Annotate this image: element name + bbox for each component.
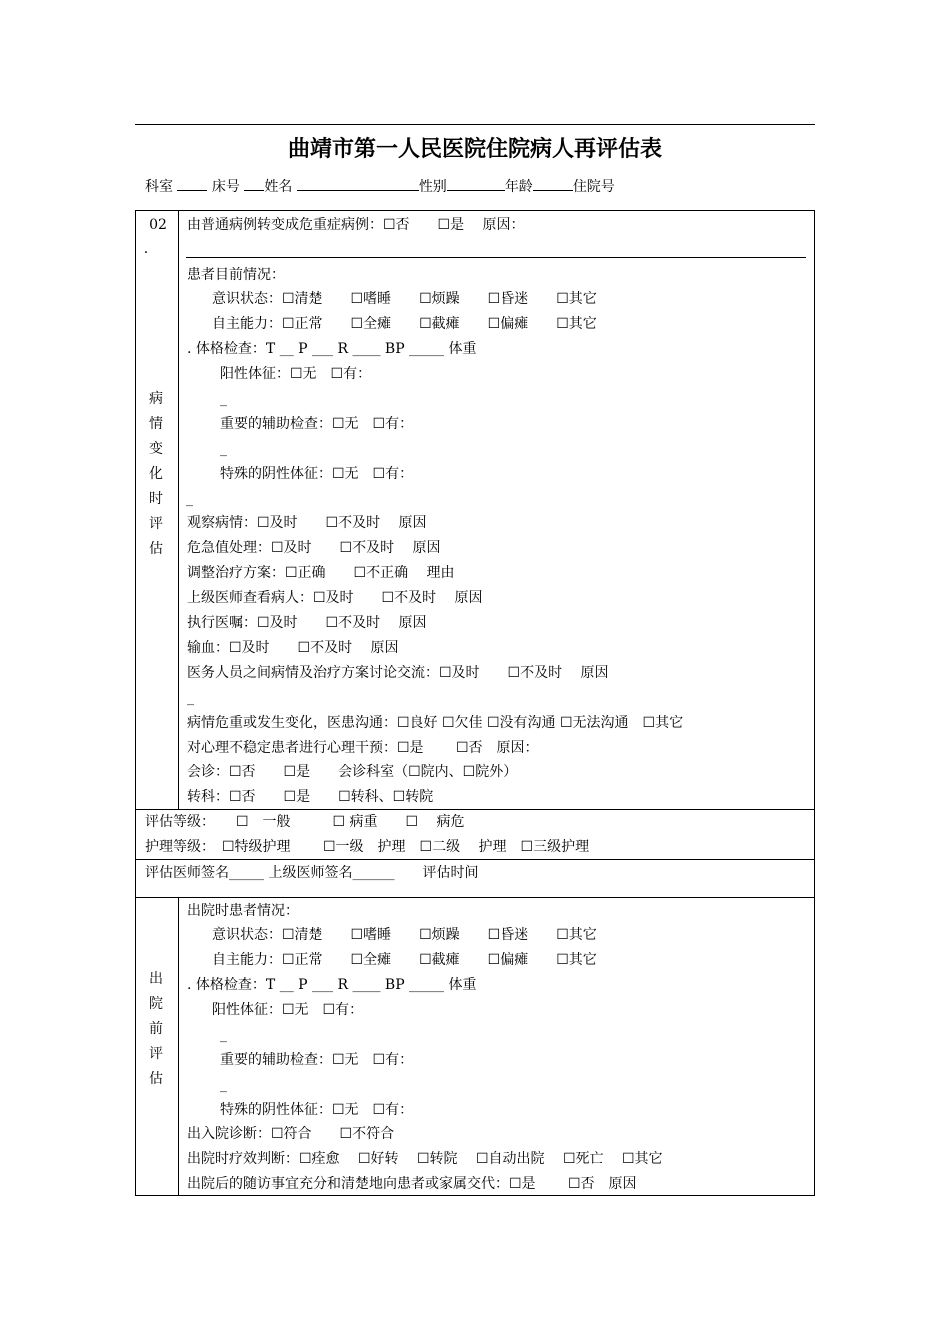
section1-line[interactable]: 观察病情：☐及时 ☐不及时 原因: [187, 515, 427, 531]
section1-side-char: 情: [149, 416, 163, 432]
header-fields: [145, 176, 615, 198]
section1-line[interactable]: 上级医师查看病人：☐及时 ☐不及时 原因: [187, 590, 483, 606]
section1-line[interactable]: 会诊：☐否 ☐是 会诊科室（☐院内、☐院外）: [187, 764, 518, 780]
section2-line[interactable]: _: [220, 1027, 227, 1043]
section1-line[interactable]: 医务人员之间病情及治疗方案讨论交流：☐及时 ☐不及时 原因: [187, 665, 609, 681]
bed-field[interactable]: [244, 176, 264, 191]
name-label: 姓名: [264, 179, 293, 195]
section2-line[interactable]: 出入院诊断：☐符合 ☐不符合: [187, 1126, 395, 1142]
section1-line[interactable]: 自主能力：☐正常 ☐全瘫 ☐截瘫 ☐偏瘫 ☐其它: [212, 316, 597, 332]
section1-line[interactable]: 对心理不稳定患者进行心理干预：☐是 ☐否 原因：: [187, 740, 539, 756]
sex-field[interactable]: [447, 176, 505, 191]
top-rule: [135, 124, 815, 125]
rule-signature-top: [136, 859, 814, 860]
section1-side-char: 时: [149, 491, 163, 507]
section1-line[interactable]: 转科：☐否 ☐是 ☐转科、☐转院: [187, 789, 434, 805]
section1-side-char: 评: [149, 516, 163, 532]
dept-label: 科室: [145, 179, 173, 195]
name-field[interactable]: [297, 176, 419, 191]
section2-line[interactable]: 重要的辅助检查：☐无 ☐有：: [220, 1052, 414, 1068]
nursing-grade-row[interactable]: 护理等级： ☐特级护理 ☐一级 护理 ☐二级 护理 ☐三级护理: [145, 839, 590, 855]
rule-grade-top: [136, 809, 814, 810]
rule-section2-top: [136, 897, 814, 898]
section1-line[interactable]: 由普通病例转变成危重症病例：☐否 ☐是 原因：: [187, 217, 525, 233]
section1-divider: [178, 211, 179, 809]
section2-line[interactable]: 出院时疗效判断：☐痊愈 ☐好转 ☐转院 ☐自动出院 ☐死亡 ☐其它: [187, 1151, 663, 1167]
section2-side-char: 院: [149, 996, 163, 1012]
assessment-form: [135, 210, 815, 1196]
section1-line[interactable]: . 体格检查：T __ P ___ R ____ BP _____ 体重: [187, 341, 477, 357]
dept-field[interactable]: [177, 176, 207, 191]
section1-line[interactable]: _: [220, 441, 227, 457]
section1-line[interactable]: 患者目前情况：: [187, 267, 285, 283]
admission-label: 住院号: [572, 179, 615, 195]
section-number: 02: [149, 217, 167, 233]
section1-side-char: 病: [149, 391, 163, 407]
section1-side-char: 变: [149, 441, 163, 457]
section2-side-char: 评: [149, 1046, 163, 1062]
section2-line[interactable]: 出院后的随访事宜充分和清楚地向患者或家属交代：☐是 ☐否 原因: [187, 1176, 637, 1192]
page-title: 曲靖市第一人民医院住院病人再评估表: [287, 137, 662, 162]
assess-grade-row[interactable]: 评估等级： ☐ 一般 ☐ 病重 ☐ 病危: [145, 814, 465, 830]
section1-line[interactable]: 输血：☐及时 ☐不及时 原因: [187, 640, 399, 656]
section2-line[interactable]: 阳性体征：☐无 ☐有：: [212, 1002, 364, 1018]
section2-divider: [178, 897, 179, 1195]
reason-blank-line[interactable]: [186, 257, 806, 258]
section2-line[interactable]: 自主能力：☐正常 ☐全瘫 ☐截瘫 ☐偏瘫 ☐其它: [212, 952, 597, 968]
section1-line[interactable]: 危急值处理：☐及时 ☐不及时 原因: [187, 540, 441, 556]
section2-side-char: 前: [149, 1021, 163, 1037]
section1-line[interactable]: 特殊的阴性体征：☐无 ☐有：: [220, 466, 414, 482]
section1-line[interactable]: 调整治疗方案：☐正确 ☐不正确 理由: [187, 565, 455, 581]
section-number-dot: .: [143, 241, 149, 257]
section2-side-char: 出: [149, 971, 163, 987]
section1-line[interactable]: 执行医嘱：☐及时 ☐不及时 原因: [187, 615, 427, 631]
age-field[interactable]: [533, 176, 573, 191]
section1-side-char: 估: [149, 541, 163, 557]
section2-side-char: 估: [149, 1071, 163, 1087]
section1-line[interactable]: 病情危重或发生变化，医患沟通：☐良好 ☐欠佳 ☐没有沟通 ☐无法沟通 ☐其它: [187, 715, 684, 731]
section1-line[interactable]: _: [187, 690, 194, 706]
section1-line[interactable]: _: [186, 491, 193, 507]
section1-line[interactable]: 阳性体征：☐无 ☐有：: [220, 366, 372, 382]
section1-line[interactable]: 意识状态：☐清楚 ☐嗜睡 ☐烦躁 ☐昏迷 ☐其它: [212, 291, 597, 307]
section2-line[interactable]: 特殊的阴性体征：☐无 ☐有：: [220, 1102, 414, 1118]
section2-line[interactable]: 出院时患者情况：: [187, 903, 299, 919]
age-label: 年龄: [504, 179, 533, 195]
section2-line[interactable]: 意识状态：☐清楚 ☐嗜睡 ☐烦躁 ☐昏迷 ☐其它: [212, 927, 597, 943]
section2-line[interactable]: . 体格检查：T __ P ___ R ____ BP _____ 体重: [187, 977, 477, 993]
section1-line[interactable]: 重要的辅助检查：☐无 ☐有：: [220, 416, 414, 432]
section2-line[interactable]: _: [220, 1077, 227, 1093]
section1-side-char: 化: [149, 466, 163, 482]
bed-label: 床号: [211, 179, 240, 195]
section1-line[interactable]: _: [220, 391, 227, 407]
signature-row[interactable]: 评估医师签名_____ 上级医师签名______ 评估时间: [145, 865, 479, 881]
sex-label: 性别: [418, 179, 447, 195]
